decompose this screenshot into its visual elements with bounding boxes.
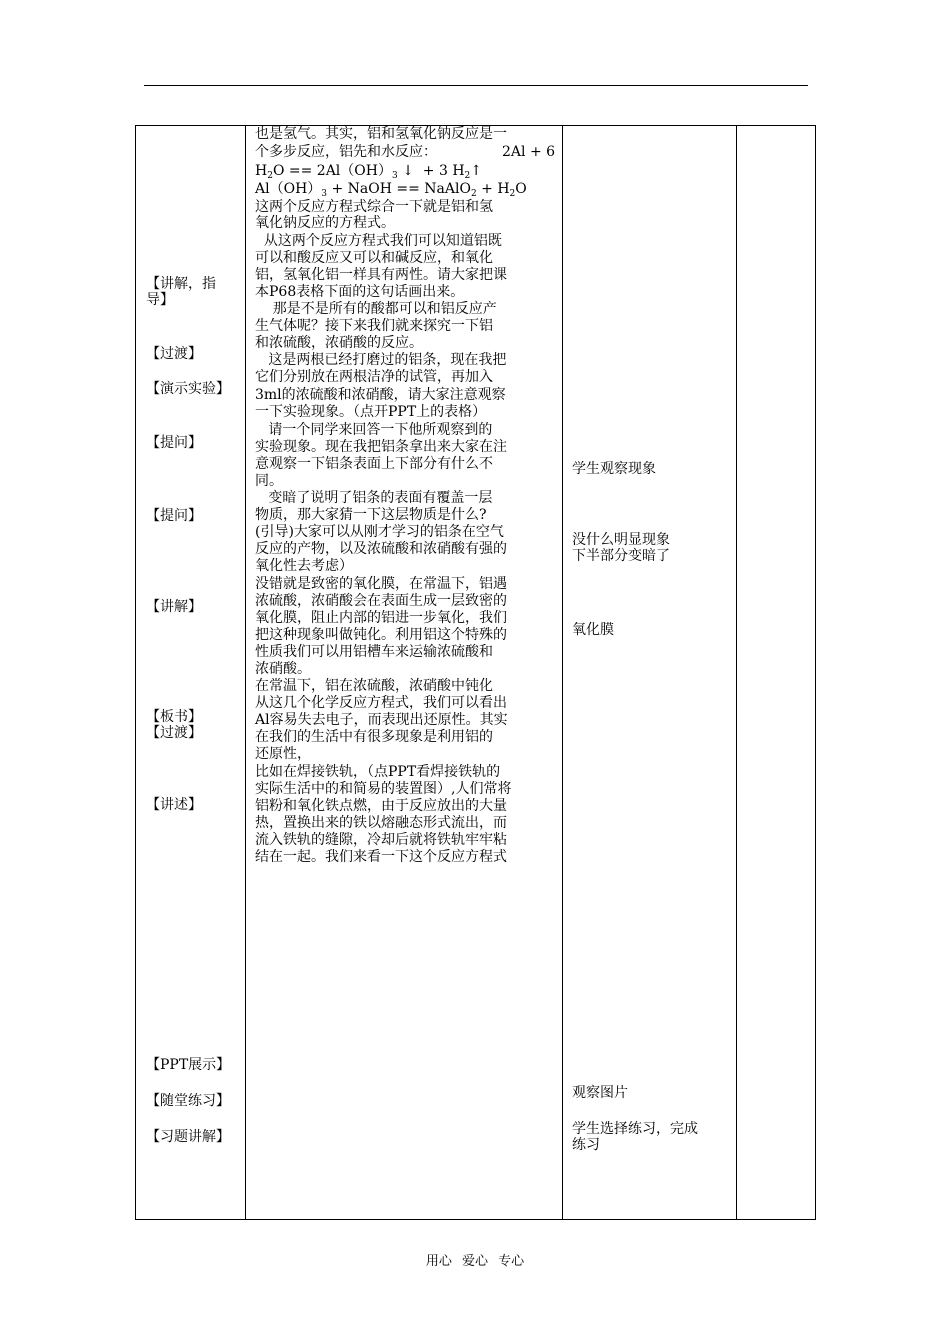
text-line: 那是不是所有的酸都可以和铝反应产	[255, 301, 497, 317]
stage-label: 【板书】	[146, 709, 202, 725]
text-line: 氧化钠反应的方程式。	[255, 215, 395, 231]
stage-label: 【随堂练习】	[146, 1093, 230, 1109]
equation-line: $H_2O == 2Al(OH)_3$ ↓ + 3 $H_2↑$	[255, 163, 483, 181]
stage-label: 【讲解】	[146, 599, 202, 615]
student-note: 学生观察现象	[572, 461, 656, 477]
text-line: 氧化膜，阻止内部的铝进一步氧化，我们	[255, 610, 507, 626]
text-line: 可以和酸反应又可以和碱反应，和氧化	[255, 250, 493, 266]
text-line: 请一个同学来回答一下他所观察到的	[255, 422, 493, 438]
text-line: 它们分别放在两根洁净的试管，再加入	[255, 369, 493, 385]
text-line: 从这几个化学反应方程式，我们可以看出	[255, 695, 507, 711]
stage-label: 【提问】	[146, 435, 202, 451]
text-line: 氧化性去考虑）	[255, 558, 353, 574]
header-rule	[144, 85, 808, 86]
text-line: 实际生活中的和简易的装置图）,人们常将	[255, 781, 512, 797]
text-line: 本P68表格下面的这句话画出来。	[255, 284, 465, 300]
stage-label: 【讲解，指	[146, 276, 216, 292]
text-line: 和浓硫酸，浓硝酸的反应。	[255, 335, 423, 351]
student-note: 学生选择练习，完成	[572, 1121, 698, 1137]
stage-label: 【提问】	[146, 508, 202, 524]
text-line: 浓硝酸。	[255, 661, 311, 677]
text-line: 一下实验现象。（点开PPT上的表格）	[255, 404, 487, 420]
stage-label: 【习题讲解】	[146, 1129, 230, 1145]
student-note: 练习	[572, 1137, 600, 1153]
equation-line: $Al(OH)_3$ + NaOH == NaAlO$_2$ + $H_2O$	[255, 181, 527, 199]
text-line: 2Al + 6	[502, 144, 556, 160]
student-note: 没什么明显现象	[572, 532, 670, 548]
text-line: 也是氢气。其实，铝和氢氧化钠反应是一	[255, 126, 507, 142]
stage-label: 导】	[146, 292, 174, 308]
text-line: 把这种现象叫做钝化。利用铝这个特殊的	[255, 627, 507, 643]
text-line: 意观察一下铝条表面上下部分有什么不	[255, 456, 493, 472]
text-line: 个多步反应，铝先和水反应：	[255, 144, 437, 160]
text-line: 流入铁轨的缝隙，冷却后就将铁轨牢牢粘	[255, 832, 507, 848]
stage-label: 【过渡】	[146, 725, 202, 741]
text-line: 没错就是致密的氧化膜，在常温下，铝遇	[255, 576, 507, 592]
text-line: 从这两个反应方程式我们可以知道铝既	[255, 233, 502, 249]
stage-label: 【过渡】	[146, 346, 202, 362]
text-line: 在常温下，铝在浓硫酸，浓硝酸中钝化	[255, 678, 493, 694]
lesson-table	[135, 125, 816, 1220]
stage-label: 【演示实验】	[146, 381, 230, 397]
stage-label: 【讲述】	[146, 797, 202, 813]
text-line: 生气体呢？接下来我们就来探究一下铝	[255, 318, 493, 334]
text-line: 反应的产物，以及浓硫酸和浓硝酸有强的	[255, 541, 507, 557]
column-divider	[245, 126, 246, 1219]
student-note: 观察图片	[572, 1085, 628, 1101]
page-footer: 用心 爱心 专心	[425, 1254, 525, 1269]
text-line: 铝粉和氧化铁点燃，由于反应放出的大量	[255, 798, 507, 814]
text-line: 铝，氢氧化铝一样具有两性。请大家把课	[255, 267, 507, 283]
column-divider	[736, 126, 737, 1219]
column-divider	[562, 126, 563, 1219]
text-line: 比如在焊接铁轨，（点PPT看焊接铁轨的	[255, 764, 501, 780]
text-line: 物质，那大家猜一下这层物质是什么?	[255, 507, 487, 523]
student-note: 下半部分变暗了	[572, 548, 670, 564]
text-line: 还原性，	[255, 746, 311, 762]
text-line: 性质我们可以用铝槽车来运输浓硫酸和	[255, 644, 493, 660]
text-line: 浓硫酸，浓硝酸会在表面生成一层致密的	[255, 593, 507, 609]
text-line: Al容易失去电子，而表现出还原性。其实	[255, 712, 508, 728]
stage-label: 【PPT展示】	[146, 1057, 231, 1073]
text-line: (引导)大家可以从刚才学习的铝条在空气	[255, 524, 504, 540]
student-note: 氧化膜	[572, 622, 614, 638]
text-line: 实验现象。现在我把铝条拿出来大家在注	[255, 439, 507, 455]
text-line: 变暗了说明了铝条的表面有覆盖一层	[255, 490, 493, 506]
text-line: 这两个反应方程式综合一下就是铝和氢	[255, 199, 493, 215]
text-line: 在我们的生活中有很多现象是利用铝的	[255, 729, 493, 745]
text-line: 同。	[255, 473, 283, 489]
text-line: 3ml的浓硫酸和浓硝酸，请大家注意观察	[255, 387, 506, 403]
text-line: 热，置换出来的铁以熔融态形式流出，而	[255, 815, 507, 831]
text-line: 这是两根已经打磨过的铝条，现在我把	[255, 352, 507, 368]
text-line: 结在一起。我们来看一下这个反应方程式	[255, 849, 507, 865]
